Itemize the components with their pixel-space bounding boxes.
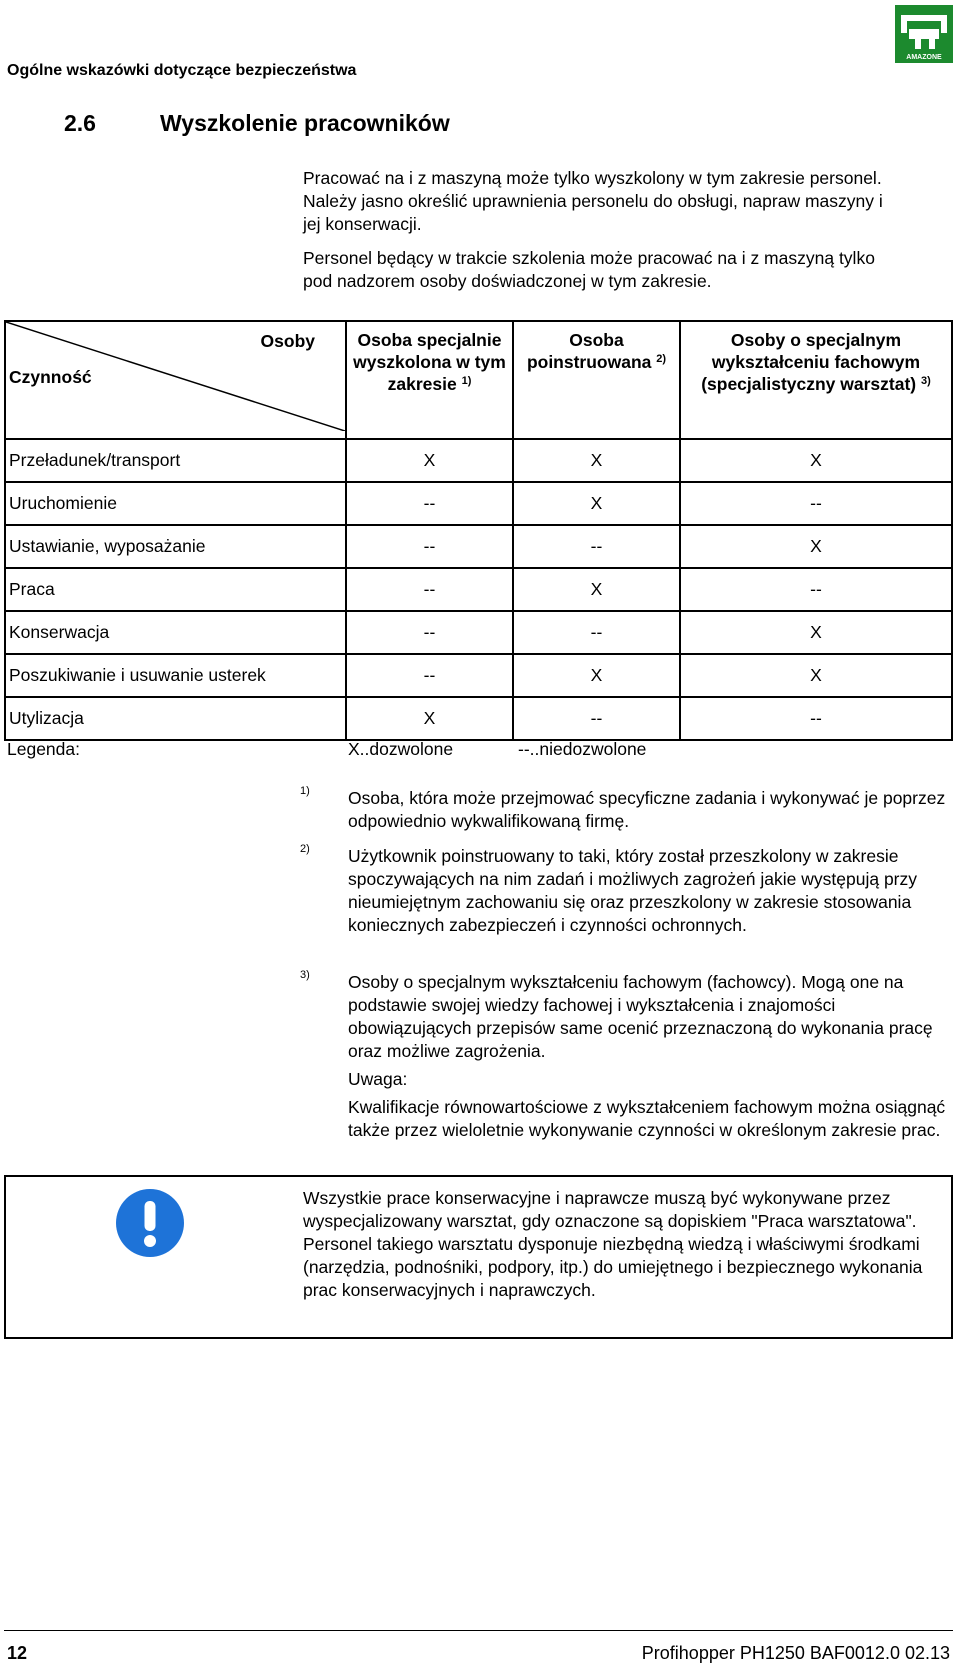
permission-cell: X: [346, 439, 513, 482]
permission-cell: X: [346, 697, 513, 740]
table-row: [5, 568, 952, 611]
permission-cell: X: [513, 482, 680, 525]
footnote-text: [348, 787, 948, 838]
chapter-header: Ogólne wskazówki dotyczące bezpieczeństwa: [7, 62, 357, 79]
legend-label: Legenda:: [7, 739, 80, 759]
permission-cell: X: [680, 439, 952, 482]
table-row: [5, 439, 952, 482]
amazone-logo: [895, 5, 953, 63]
table-header-row: [5, 321, 952, 439]
page-number: 12: [7, 1643, 28, 1663]
legend-allowed: X..dozwolone: [348, 739, 454, 759]
corner-persons-label: Osoby: [260, 331, 315, 351]
permission-cell: X: [680, 611, 952, 654]
intro-text-1: Pracować na i z maszyną może tylko wyszkolony w tym zakresie personel. Należy jasno określić uprawnienia personelu do obsługi, napraw maszyny i jej konserwacji.: [303, 168, 883, 234]
amazone-logo-icon: [895, 5, 953, 63]
permission-cell: X: [513, 439, 680, 482]
activity-cell: Poszukiwanie i usuwanie usterek: [5, 654, 346, 697]
table-corner-cell: [5, 321, 346, 439]
permission-cell: --: [680, 482, 952, 525]
footnote-number: 1): [300, 785, 310, 797]
footnote-number: 3): [300, 969, 310, 981]
footnote-paragraph: Kwalifikacje równowartościowe z wykształceniem fachowym można osiągnąć także przez wieloletnie wykonywanie czynności w określonym zakresie prac.: [348, 1097, 946, 1140]
footnote-paragraph: Uwaga:: [348, 1069, 408, 1089]
section-title: Wyszkolenie pracowników: [160, 110, 450, 136]
permission-cell: --: [346, 525, 513, 568]
table-row: [5, 654, 952, 697]
table-row: [5, 697, 952, 740]
exclamation-circle-icon: [115, 1188, 185, 1258]
column-header: [680, 321, 952, 439]
column-header-label: Osoba poinstruowana: [526, 330, 652, 372]
activity-cell: Praca: [5, 568, 346, 611]
intro-paragraph-2: [303, 247, 903, 293]
column-footnote-ref: 3): [921, 375, 931, 387]
column-header-label: Osoby o specjalnym wykształceniu fachowym (specjalistyczny warsztat): [701, 330, 921, 394]
permission-cell: X: [513, 568, 680, 611]
column-header: [346, 321, 513, 439]
table-row: [5, 525, 952, 568]
document-id: Profihopper PH1250 BAF0012.0 02.13: [641, 1643, 950, 1663]
corner-activity-label: Czynność: [9, 367, 92, 387]
permission-cell: --: [346, 611, 513, 654]
column-header-label: Osoba specjalnie wyszkolona w tym zakresie: [353, 330, 506, 394]
column-header: [513, 321, 680, 439]
permission-cell: --: [346, 654, 513, 697]
footnote-paragraph: Osoby o specjalnym wykształceniu fachowym (fachowcy). Mogą one na podstawie swojej wiedzy fachowej i wykształcenia i znajomości obowiązujących przepisów same ocenić przeznaczoną do wykonania pracę oraz możliwe zagrożenia.: [348, 972, 933, 1061]
column-footnote-ref: 2): [656, 353, 667, 365]
footnote-paragraph: Osoba, która może przejmować specyficzne zadania i wykonywać je poprzez odpowiednio wykwalifikowaną firmę.: [348, 788, 946, 831]
activity-cell: Utylizacja: [5, 697, 346, 740]
logo-wordmark: AMAZONE: [906, 54, 942, 61]
footnote-text: [348, 971, 948, 1147]
footer-rule: [4, 1630, 953, 1631]
footnote-paragraph: Użytkownik poinstruowany to taki, który został przeszkolony w zakresie spoczywających na nim zadań i możliwych zagrożeń jakie występują przy nieumiejętnym zachowaniu się oraz przeszkolony w zakresie stosowania koniecznych zabezpieczeń i czynności ochronnych.: [348, 846, 917, 935]
note-text: Wszystkie prace konserwacyjne i naprawcze muszą być wykonywane przez wyspecjalizowany warsztat, gdy oznaczone są dopiskiem "Praca warsztatowa". Personel takiego warsztatu dysponuje niezbędną wiedzą i właściwymi środkami (narzędzia, podnośniki, podpory, itp.) do umiejętnego i bezpiecznego wykonania prac konserwacyjnych i naprawczych.: [303, 1188, 923, 1300]
permission-cell: --: [680, 568, 952, 611]
column-footnote-ref: 1): [461, 375, 472, 387]
permission-cell: X: [680, 654, 952, 697]
permission-cell: X: [513, 654, 680, 697]
permission-cell: X: [680, 525, 952, 568]
permission-cell: --: [513, 525, 680, 568]
permission-cell: --: [513, 697, 680, 740]
activity-cell: Ustawianie, wyposażanie: [5, 525, 346, 568]
permission-cell: --: [680, 697, 952, 740]
table-row: [5, 482, 952, 525]
intro-paragraph-1: [303, 167, 903, 236]
intro-text-2: Personel będący w trakcie szkolenia może pracować na i z maszyną tylko pod nadzorem osoby doświadczonej w tym zakresie.: [303, 248, 875, 291]
table-row: [5, 611, 952, 654]
permission-cell: --: [346, 482, 513, 525]
qualification-table: [4, 320, 953, 741]
section-number: 2.6: [64, 110, 96, 136]
activity-cell: Konserwacja: [5, 611, 346, 654]
permission-cell: --: [513, 611, 680, 654]
legend-not-allowed: --..niedozwolone: [518, 739, 647, 759]
activity-cell: Uruchomienie: [5, 482, 346, 525]
footnote-text: [348, 845, 948, 942]
footnote-number: 2): [300, 843, 310, 855]
activity-cell: Przeładunek/transport: [5, 439, 346, 482]
permission-cell: --: [346, 568, 513, 611]
